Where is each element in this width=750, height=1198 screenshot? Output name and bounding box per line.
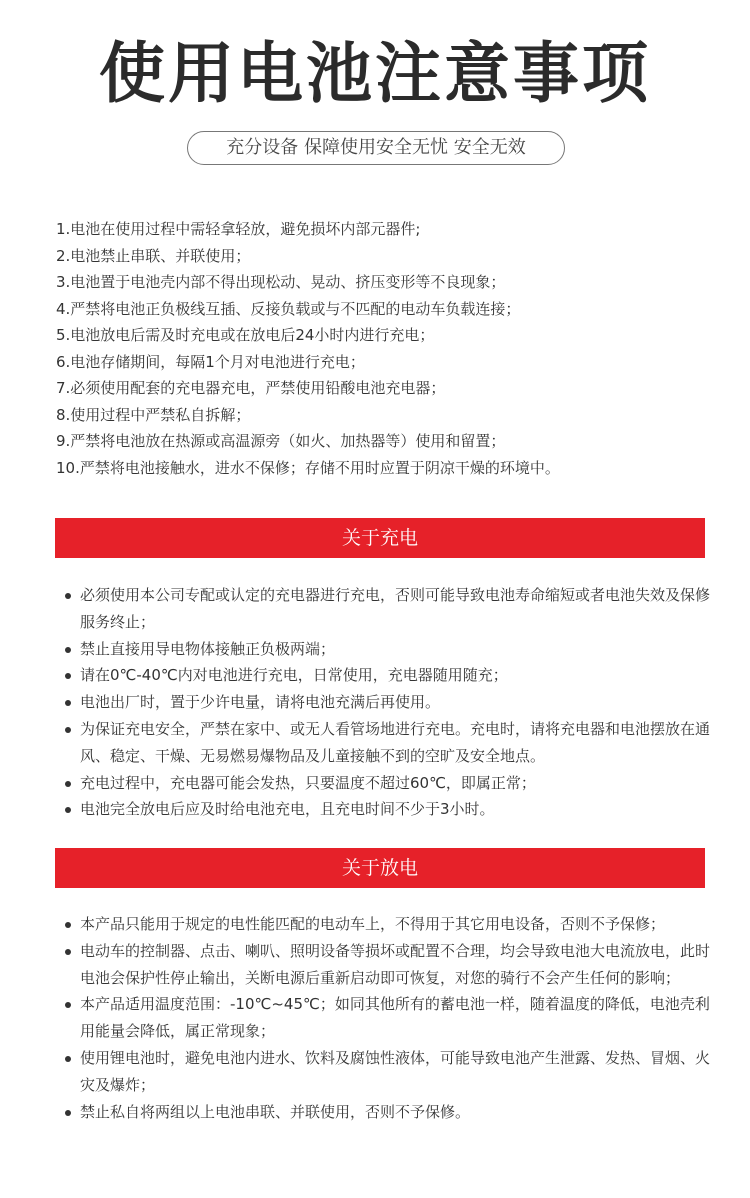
bullet-dot-icon xyxy=(65,673,71,679)
list-item xyxy=(62,1099,710,1126)
list-item xyxy=(62,689,710,716)
rule-item: 7.必须使用配套的充电器充电，严禁使用铅酸电池充电器； xyxy=(56,379,446,397)
bullet-dot-icon xyxy=(65,807,71,813)
list-item-text: 为保证充电安全，严禁在家中、或无人看管场地进行充电。充电时，请将充电器和电池摆放在通风、稳定、干燥、无易燃易爆物品及儿童接触不到的空旷及安全地点。 xyxy=(80,719,711,765)
charging-section-banner: 关于充电 xyxy=(55,518,705,558)
bullet-dot-icon xyxy=(65,700,71,706)
bullet-dot-icon xyxy=(65,1002,71,1008)
bullet-dot-icon xyxy=(65,647,71,653)
rule-item: 4.严禁将电池正负极线互插、反接负载或与不匹配的电动车负载连接； xyxy=(56,299,521,318)
list-item xyxy=(62,938,710,992)
list-item xyxy=(62,911,710,938)
list-item xyxy=(62,662,710,689)
rule-item: 1.电池在使用过程中需轻拿轻放，避免损坏内部元器件; xyxy=(56,220,421,238)
subtitle-pill: 充分设备 保障使用安全无忧 安全无效 xyxy=(187,131,565,165)
list-item-text: 请在0℃-40℃内对电池进行充电，日常使用，充电器随用随充； xyxy=(80,666,508,685)
discharging-section-banner: 关于放电 xyxy=(55,848,705,888)
list-item-text: 电池出厂时，置于少许电量，请将电池充满后再使用。 xyxy=(80,693,441,712)
page-title: 使用电池注意事项 xyxy=(99,35,651,112)
list-item xyxy=(62,796,710,823)
bullet-dot-icon xyxy=(65,922,71,928)
rule-item: 3.电池置于电池壳内部不得出现松动、晃动、挤压变形等不良现象； xyxy=(56,273,506,291)
discharging-list xyxy=(62,911,710,1125)
list-item-text: 本产品适用温度范围：-10℃~45℃；如同其他所有的蓄电池一样，随着温度的降低，电池壳利用能量会降低，属正常现象； xyxy=(80,995,710,1041)
rule-item: 6.电池存储期间，每隔1个月对电池进行充电； xyxy=(56,352,365,371)
charging-list xyxy=(62,582,710,823)
list-item-text: 本产品只能用于规定的电性能匹配的电动车上，不得用于其它用电设备，否则不予保修； xyxy=(80,915,666,933)
bullet-dot-icon xyxy=(65,593,71,599)
bullet-dot-icon xyxy=(65,1056,71,1062)
bullet-dot-icon xyxy=(65,727,71,733)
list-item xyxy=(62,770,710,797)
list-item xyxy=(62,582,710,636)
list-item-text: 使用锂电池时，避免电池内进水、饮料及腐蚀性液体，可能导致电池产生泄露、发热、冒烟、火灾及爆炸； xyxy=(80,1048,711,1094)
list-item xyxy=(62,636,710,663)
list-item-text: 禁止私自将两组以上电池串联、并联使用，否则不予保修。 xyxy=(80,1102,471,1121)
rule-item: 9.严禁将电池放在热源或高温源旁（如火、加热器等）使用和留置； xyxy=(56,432,506,450)
rules-list xyxy=(56,216,726,481)
list-item xyxy=(62,1045,710,1099)
rule-item: 10.严禁将电池接触水，进水不保修；存储不用时应置于阴凉干燥的环境中。 xyxy=(56,458,560,477)
list-item-text: 电池完全放电后应及时给电池充电，且充电时间不少于3小时。 xyxy=(80,800,495,819)
rule-item: 5.电池放电后需及时充电或在放电后24小时内进行充电； xyxy=(56,326,435,344)
list-item-text: 禁止直接用导电物体接触正负极两端； xyxy=(80,639,336,658)
list-item-text: 必须使用本公司专配或认定的充电器进行充电，否则可能导致电池寿命缩短或者电池失效及保修服务终止； xyxy=(80,586,711,631)
list-item xyxy=(62,991,710,1045)
bullet-dot-icon xyxy=(65,1110,71,1116)
bullet-dot-icon xyxy=(65,949,71,955)
rule-item: 2.电池禁止串联、并联使用； xyxy=(56,246,251,265)
bullet-dot-icon xyxy=(65,781,71,787)
list-item-text: 充电过程中，充电器可能会发热，只要温度不超过60℃，即属正常； xyxy=(80,773,536,792)
list-item xyxy=(62,716,710,770)
list-item-text: 电动车的控制器、点击、喇叭、照明设备等损坏或配置不合理，均会导致电池大电流放电，此时电池会保护性停止输出，关断电源后重新启动即可恢复，对您的骑行不会产生任何的影响； xyxy=(80,941,711,987)
rule-item: 8.使用过程中严禁私自拆解； xyxy=(56,405,251,424)
